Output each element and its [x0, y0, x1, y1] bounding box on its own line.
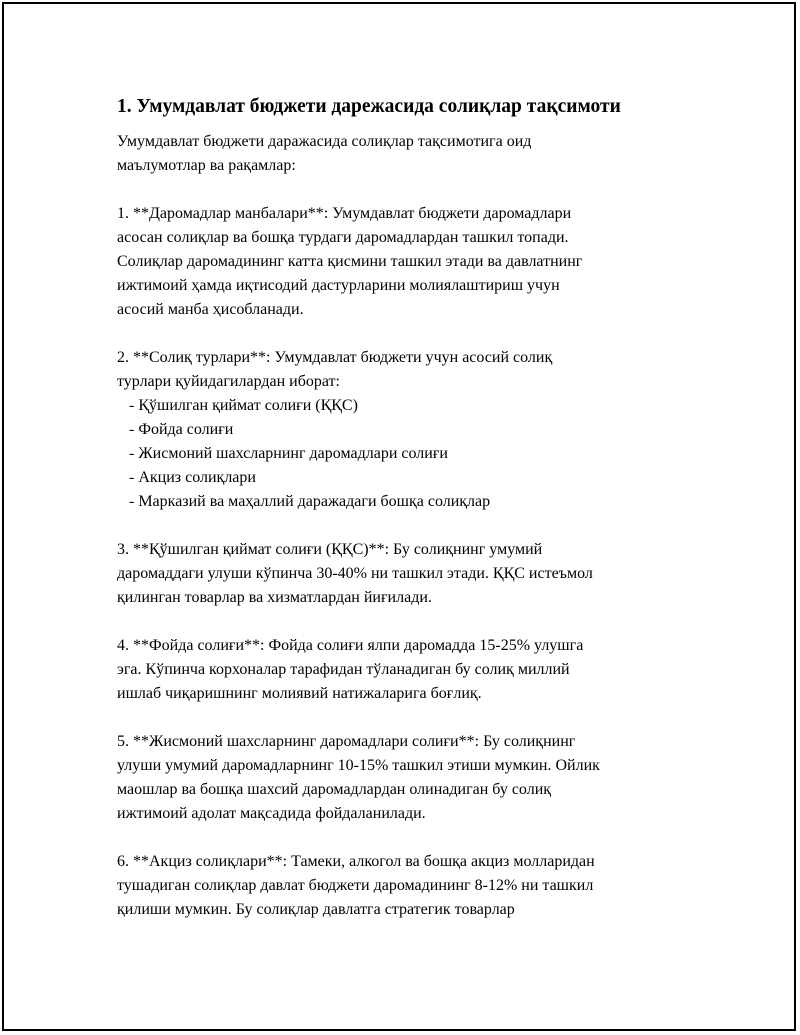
item-excise-taxes: 6. **Акциз солиқлари**: Тамеки, алкогол ва бошқа акциз молларидан тушадиган солиқлар давлат бюджети даромадининг 8-12% ни ташкил қилиши мумкин. Бу солиқлар давлатга стратегик товарлар: [117, 853, 595, 918]
list-item: - Қўшилган қиймат солиғи (ҚҚС): [129, 397, 358, 414]
spacer: [117, 610, 707, 634]
spacer: [117, 178, 707, 202]
spacer: [117, 514, 707, 538]
spacer: [117, 826, 707, 850]
list-item: - Жисмоний шахсларнинг даромадлари солиғи: [129, 445, 448, 462]
spacer: [117, 322, 707, 346]
item-revenue-sources: 1. **Даромадлар манбалари**: Умумдавлат бюджети даромадлари асосан солиқлар ва бошқа турдаги даромадлардан ташкил топади. Солиқлар даромадининг катта қисмини ташкил этади ва давлатнинг ижтимоий ҳамда иқтисодий дастурларини молиялаштириш учун асосий манба ҳисобланади.: [117, 205, 583, 318]
list-item: - Фойда солиғи: [129, 421, 234, 438]
list-item: - Акциз солиқлари: [129, 469, 256, 486]
item-tax-types: 2. **Солиқ турлари**: Умумдавлат бюджети учун асосий солиқ турлари қуйидагилардан иборат:: [117, 349, 553, 390]
list-item: - Марказий ва маҳаллий даражадаги бошқа солиқлар: [129, 493, 491, 510]
spacer: [117, 706, 707, 730]
item-personal-income-tax: 5. **Жисмоний шахсларнинг даромадлари солиғи**: Бу солиқнинг улуши умумий даромадларнинг 10-15% ташкил этиши мумкин. Ойлик маошлар ва бошқа шахсий даромадлардан олинадиган бу солиқ ижтимоий адолат мақсадида фойдаланилади.: [117, 733, 600, 822]
item-vat: 3. **Қўшилган қиймат солиғи (ҚҚС)**: Бу солиқнинг умумий даромаддаги улуши кўпинча 30-40% ни ташкил этади. ҚҚС истеъмол қилинган товарлар ва хизматлардан йиғилади.: [117, 541, 593, 606]
intro-paragraph: Умумдавлат бюджети даражасида солиқлар тақсимотига оид маълумотлар ва рақамлар:: [117, 133, 532, 174]
document-body: [117, 94, 707, 922]
section-heading: 1. Умумдавлат бюджети дарежасида солиқлар тақсимоти: [117, 96, 621, 117]
tax-types-list: [117, 394, 707, 514]
item-profit-tax: 4. **Фойда солиғи**: Фойда солиғи ялпи даромадда 15-25% улушга эга. Кўпинча корхоналар тарафидан тўланадиган бу солиқ миллий ишлаб чиқаришнинг молиявий натижаларига боғлиқ.: [117, 637, 584, 702]
